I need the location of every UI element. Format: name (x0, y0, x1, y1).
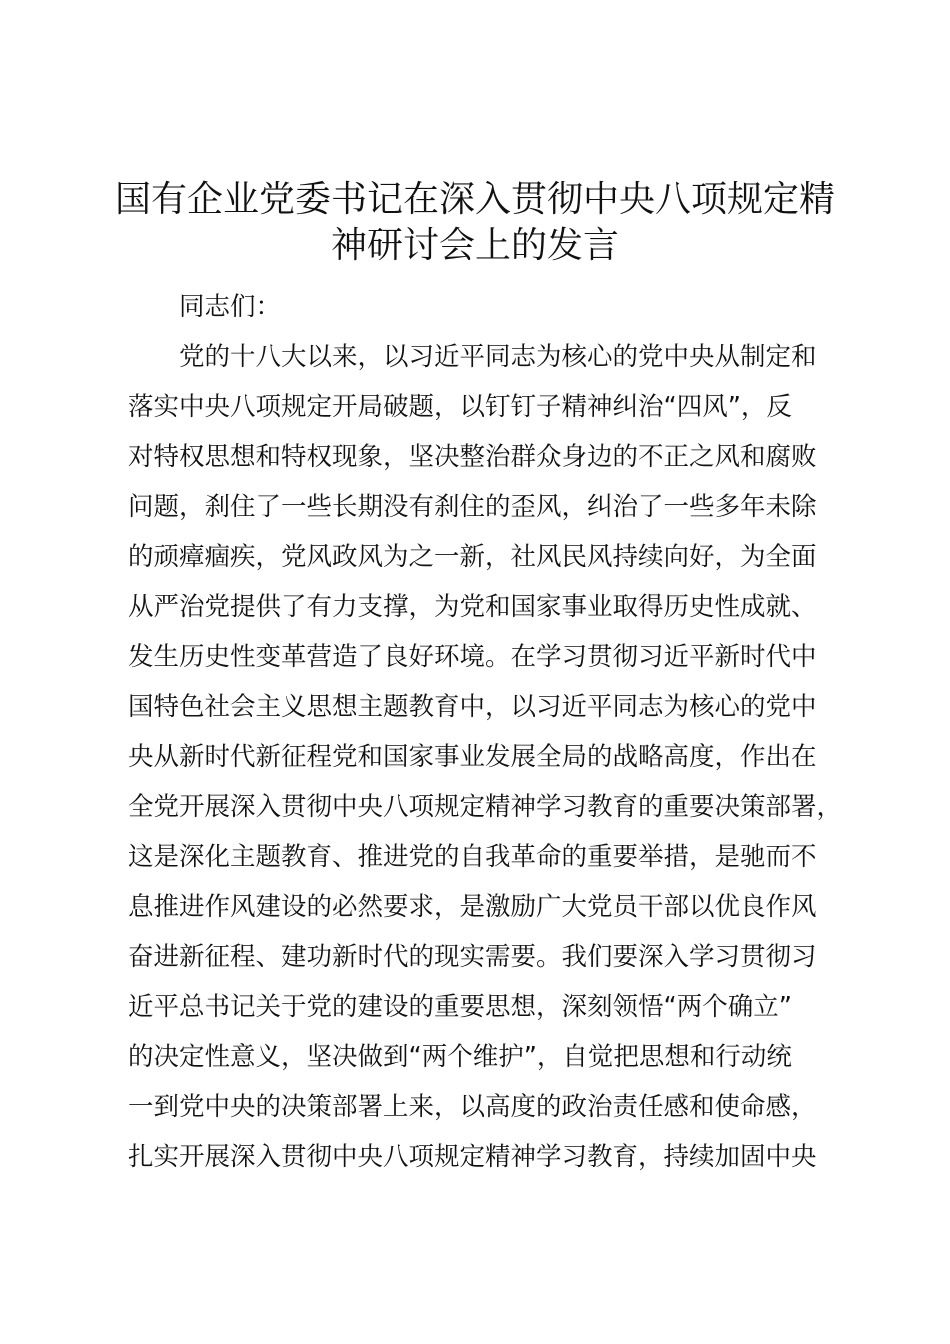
title-line-1: 国有企业党委书记在深入贯彻中央八项规定精 (114, 179, 835, 220)
document-title (110, 177, 840, 269)
paragraph-line-10: 全党开展深入贯彻中央八项规定精神学习教育的重要决策部署， (128, 792, 843, 822)
paragraph-line-2: 落实中央八项规定开局破题，以钉钉子精神纠治“四风”，反 (128, 392, 792, 422)
document-body (128, 282, 848, 1182)
paragraph-line-7: 发生历史性变革营造了良好环境。在学习贯彻习近平新时代中 (128, 642, 817, 672)
paragraph-line-12: 息推进作风建设的必然要求，是激励广大党员干部以优良作风 (128, 892, 817, 922)
paragraph-line-6: 从严治党提供了有力支撑，为党和国家事业取得历史性成就、 (128, 592, 817, 622)
salutation: 同志们： (179, 292, 282, 322)
paragraph-line-16: 一到党中央的决策部署上来，以高度的政治责任感和使命感， (128, 1092, 817, 1122)
paragraph-line-1: 党的十八大以来，以习近平同志为核心的党中央从制定和 (179, 342, 817, 372)
paragraph-line-11: 这是深化主题教育、推进党的自我革命的重要举措，是驰而不 (128, 842, 817, 872)
paragraph-line-17: 扎实开展深入贯彻中央八项规定精神学习教育，持续加固中央 (128, 1142, 817, 1172)
paragraph-line-15: 的决定性意义，坚决做到“两个维护”，自觉把思想和行动统 (128, 1042, 792, 1072)
paragraph-line-5: 的顽瘴痼疾，党风政风为之一新，社风民风持续向好，为全面 (128, 542, 817, 572)
paragraph-line-4: 问题，刹住了一些长期没有刹住的歪风，纠治了一些多年未除 (128, 492, 817, 522)
paragraph-line-13: 奋进新征程、建功新时代的现实需要。我们要深入学习贯彻习 (128, 942, 817, 972)
title-line-2: 神研讨会上的发言 (330, 225, 619, 266)
paragraph-line-9: 央从新时代新征程党和国家事业发展全局的战略高度，作出在 (128, 742, 817, 772)
paragraph-line-8: 国特色社会主义思想主题教育中，以习近平同志为核心的党中 (128, 692, 817, 722)
paragraph-line-3: 对特权思想和特权现象，坚决整治群众身边的不正之风和腐败 (128, 442, 817, 472)
paragraph-line-14: 近平总书记关于党的建设的重要思想，深刻领悟“两个确立” (128, 992, 792, 1022)
